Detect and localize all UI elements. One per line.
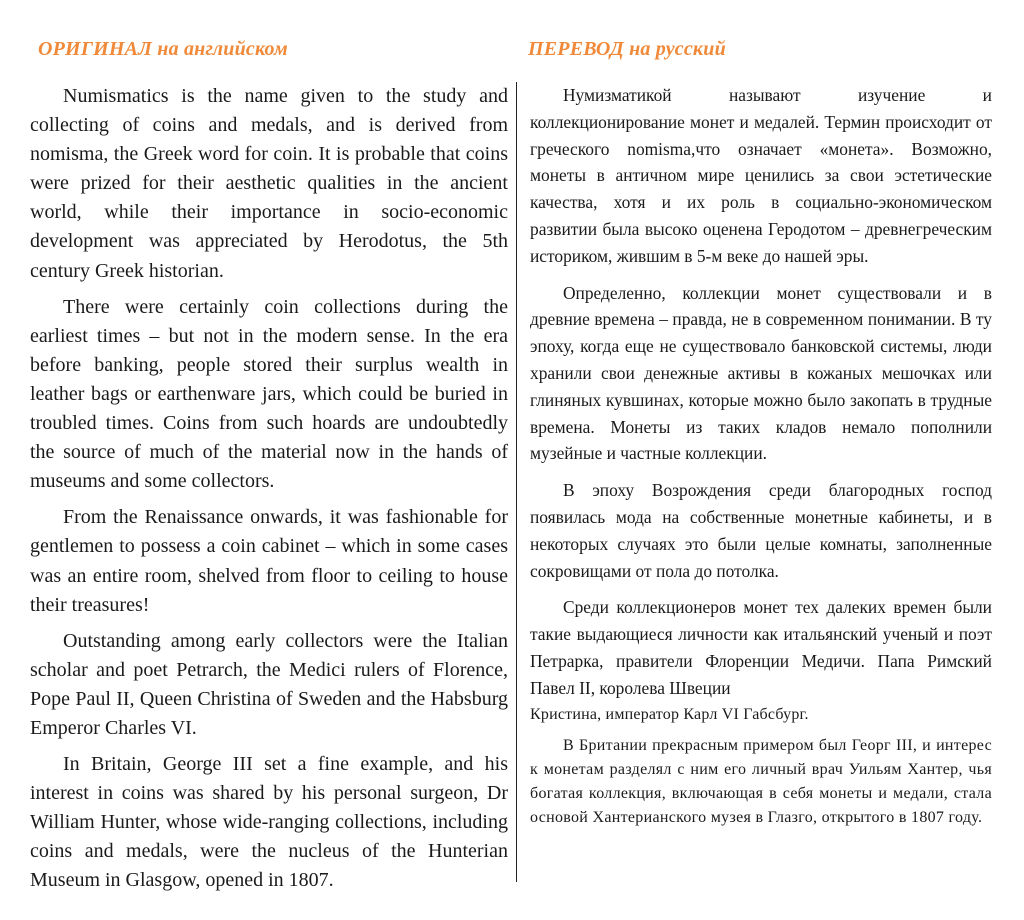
- russian-paragraph-5: В Британии прекрасным примером был Георг III, и интерес к монетам разделял с ним его личный врач Уильям Хантер, чья богатая коллекция, включающая в себя монеты и медали, стала основой Хантерианского музея в Глазго, открытого в 1807 году.: [530, 737, 992, 827]
- english-paragraph-1: Numismatics is the name given to the study and collecting of coins and medals, and is derived from nomisma, the Greek word for coin. It is probable that coins were prized for their aesthetic qualities in the ancient world, while their importance in socio-economic development was appreciated by Herodotus, the 5th century Greek historian.: [30, 85, 508, 282]
- english-paragraph-5: In Britain, George III set a fine example, and his interest in coins was shared by his personal surgeon, Dr William Hunter, whose wide-ranging collections, including coins and medals, were the nucleus of the Hunterian Museum in Glasgow, opened in 1807.: [30, 753, 508, 892]
- russian-paragraph-2: Определенно, коллекции монет существовали и в древние времена – правда, не в современном понимании. В ту эпоху, когда еще не существовало банковской системы, люди хранили свои денежные активы в кожаных мешочках или глиняных кувшинах, которые можно было закопать в трудные времена. Монеты из таких кладов немало пополнили музейные и частные коллекции.: [530, 282, 992, 464]
- column-divider: [516, 82, 517, 882]
- russian-paragraph-1: Нумизматикой называют изучение и коллекционирование монет и медалей. Термин происходит от греческого nomisma,что означает «монета». Возможно, монеты в античном мире ценились за свои эстетические качества, хотя и их роль в социально-экономическом развитии была высоко оценена Геродотом – древнегреческим историком, жившим в 5-м веке до нашей эры.: [530, 85, 992, 266]
- russian-column: [530, 82, 992, 830]
- original-heading: ОРИГИНАЛ на английском: [38, 38, 288, 60]
- english-paragraph-4: Outstanding among early collectors were the Italian scholar and poet Petrarch, the Medici rulers of Florence, Pope Paul II, Queen Christina of Sweden and the Habsburg Emperor Charles VI.: [30, 629, 508, 739]
- english-column: [30, 82, 508, 896]
- english-paragraph-3: From the Renaissance onwards, it was fashionable for gentlemen to possess a coin cabinet – which in some cases was an entire room, shelved from floor to ceiling to house their treasures!: [30, 506, 508, 616]
- english-paragraph-2: There were certainly coin collections during the earliest times – but not in the modern sense. In the era before banking, people stored their surplus wealth in leather bags or earthenware jars, which could be buried in troubled times. Coins from such hoards are undoubtedly the source of much of the material now in the hands of museums and some collectors.: [30, 295, 508, 493]
- russian-paragraph-4: Среди коллекционеров монет тех далеких времен были такие выдающиеся личности как итальянский ученый и поэт Петрарка, правители Флоренции Медичи. Папа Римский Павел II, королева Швеции: [530, 597, 992, 698]
- russian-paragraph-4-continuation: Кристина, император Карл VI Габсбург.: [530, 705, 809, 723]
- russian-paragraph-3: В эпоху Возрождения среди благородных господ появилась мода на собственные монетные кабинеты, и в некоторых случаях это были целые комнаты, заполненные сокровищами от пола до потолка.: [530, 480, 992, 581]
- translation-heading: ПЕРЕВОД на русский: [528, 38, 726, 60]
